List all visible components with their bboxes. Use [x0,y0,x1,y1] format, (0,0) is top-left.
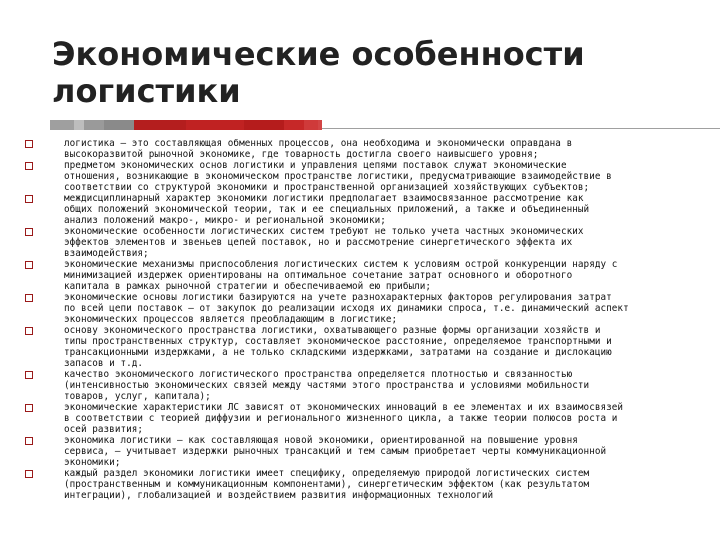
slide-title: Экономические особенности логистики [52,35,585,110]
list-item [25,138,705,160]
list-item-text: логистика – это составляющая обменных процессов, она необходима и экономически оправдана в высокоразвитой рыночной экономике, где товарность достигла своего наивысшего уровня; [64,138,573,160]
square-bullet-icon [25,259,64,269]
square-bullet-icon [25,402,64,412]
list-item [25,468,705,501]
square-bullet-icon [25,138,64,148]
square-bullet-icon [25,325,64,335]
list-item [25,292,705,325]
list-item-text: междисциплинарный характер экономики логистики предполагает взаимосвязанное рассмотрение как общих положений экономической теории, так и ее специальных приложений, а также и объединенный анализ положений макро-, микро- и региональной экономики; [64,193,590,226]
square-bullet-icon [25,435,64,445]
square-bullet-icon [25,369,64,379]
list-item [25,193,705,226]
square-bullet-icon [25,193,64,203]
list-item-text: экономические характеристики ЛС зависят от экономических инноваций в ее элементах и их взаимосвязей в соответствии с теорией диффузии и регионального жизненного цикла, а также теории полюсов роста и осей развития; [64,402,624,435]
list-item-text: предметом экономических основ логистики и управления цепями поставок служат экономические отношения, возникающие в экономическом пространстве логистики, предусматривающие взаимодействие в соответствии со структурой экономики и пространственной организацией хозяйствующих субъектов; [64,160,612,193]
square-bullet-icon [25,160,64,170]
bullet-list [25,138,705,501]
list-item [25,160,705,193]
list-item [25,226,705,259]
list-item-text: качество экономического логистического пространства определяется плотностью и связанностью (интенсивностью экономических связей между частями этого пространства и условиями мобильности товаров, услуг, капитала); [64,369,590,402]
list-item-text: экономические особенности логистических систем требуют не только учета частных экономических эффектов элементов и звеньев цепей поставок, но и рассмотрение синергетического эффекта их взаимодействия; [64,226,584,259]
list-item [25,325,705,369]
list-item [25,435,705,468]
list-item-text: каждый раздел экономики логистики имеет специфику, определяемую природой логистических систем (пространственным и коммуникационным компонентами), синергетическим эффектом (как результатом интеграции), глобализацией и воздействием развития информационных технологий [64,468,590,501]
list-item-text: экономические механизмы приспособления логистических систем к условиям острой конкуренции наряду с минимизацией издержек ориентированы на оптимальное сочетание затрат основного и оборотного капитала в рамках рыночной стратегии и обеспечиваемой ею прибыли; [64,259,618,292]
square-bullet-icon [25,292,64,302]
list-item [25,259,705,292]
list-item [25,369,705,402]
list-item-text: экономика логистики – как составляющая новой экономики, ориентированной на повышение уровня сервиса, – учитывает издержки рыночных трансакций и тем самым приобретает черты коммуникационной экономики; [64,435,607,468]
title-divider [50,120,720,130]
list-item [25,402,705,435]
list-item-text: основу экономического пространства логистики, охватывающего разные формы организации хозяйств и типы пространственных структур, составляет экономическое расстояние, определяемое транспортными и трансакционными издержками, а не только складскими издержками, затратами на создание и дислокацию запасов и т.д. [64,325,612,369]
list-item-text: экономические основы логистики базируются на учете разнохарактерных факторов регулирования затрат по всей цепи поставок – от закупок до реализации исходя их динамики спроса, т.е. динамический аспект экономических процессов является преобладающим в логистике; [64,292,629,325]
square-bullet-icon [25,226,64,236]
square-bullet-icon [25,468,64,478]
